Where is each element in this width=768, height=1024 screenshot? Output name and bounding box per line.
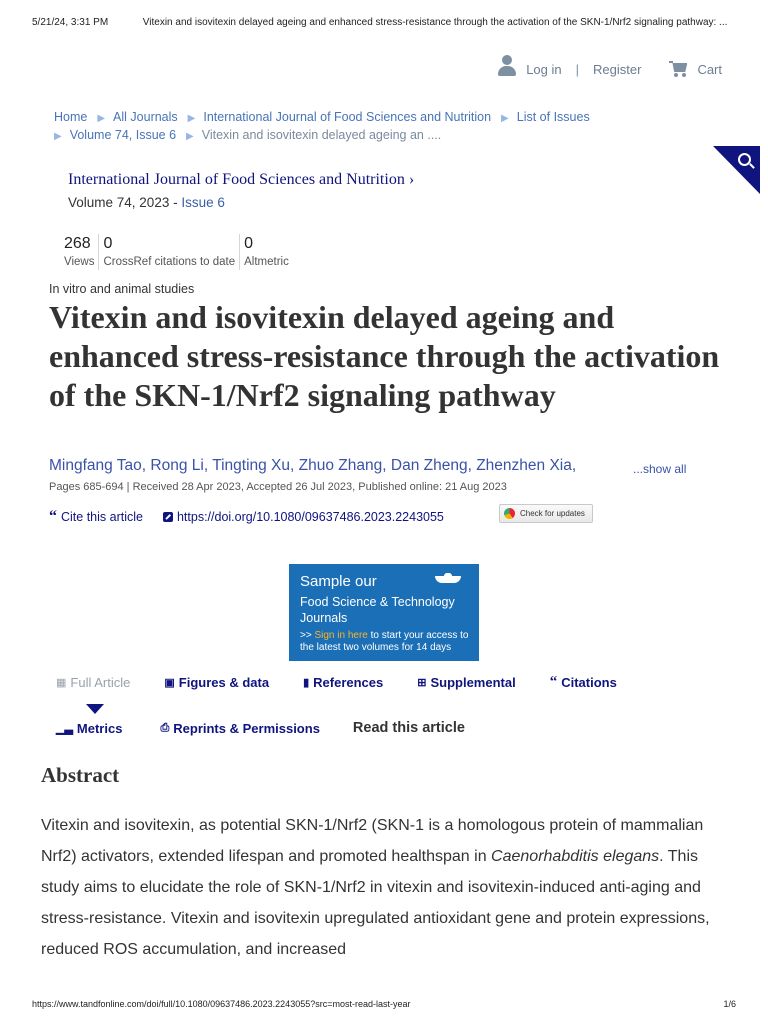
tab-citations[interactable] (550, 674, 617, 691)
plus-square-icon: ⊞ (417, 677, 427, 689)
account-bar (498, 58, 722, 80)
publication-info: Pages 685-694 | Received 28 Apr 2023, Accepted 26 Jul 2023, Published online: 21 Aug 2023 (49, 481, 507, 493)
tab-label: Supplemental (430, 675, 516, 690)
metric-label: Altmetric (244, 256, 289, 268)
tab-label: Full Article (70, 675, 131, 690)
metric-crossref (99, 234, 240, 270)
author-link[interactable]: Zhuo Zhang (298, 457, 383, 474)
species-name: Caenorhabditis elegans (491, 848, 660, 865)
ad-sign-in-link[interactable]: Sign in here (314, 630, 368, 641)
search-toggle[interactable] (713, 146, 760, 194)
breadcrumb-issue[interactable]: Volume 74, Issue 6 (69, 128, 177, 142)
tab-supplemental[interactable] (417, 674, 515, 691)
check-updates-label: Check for updates (520, 509, 585, 518)
breadcrumb (54, 109, 694, 145)
chevron-right-icon: › (408, 171, 415, 188)
account-separator: | (575, 61, 580, 77)
print-icon: ⎙ (160, 721, 170, 734)
doi-link[interactable]: https://doi.org/10.1080/09637486.2023.2243055 (176, 510, 444, 524)
print-page-number: 1/6 (723, 999, 736, 1009)
metric-value: 0 (103, 235, 113, 252)
breadcrumb-current: Vitexin and isovitexin delayed ageing an .... (201, 128, 442, 142)
tab-references[interactable] (303, 674, 383, 691)
print-footer (32, 999, 736, 1009)
author-link[interactable]: Mingfang Tao (49, 457, 142, 474)
tab-label: Metrics (76, 720, 123, 736)
breadcrumb-arrow-icon: ▶ (186, 131, 194, 142)
breadcrumb-arrow-icon: ▶ (187, 113, 196, 124)
metric-label: Views (64, 256, 95, 268)
breadcrumb-home[interactable]: Home (54, 110, 88, 124)
abstract-text: Vitexin and isovitexin, as potential SKN-1/Nrf2 (SKN-1 is a homologous protein of mammalian Nrf2) activators, extended lifespan and promoted healthspan in (41, 817, 704, 865)
abstract-heading: Abstract (41, 763, 120, 787)
tab-label: References (313, 675, 384, 690)
breadcrumb-arrow-icon: ▶ (54, 131, 62, 142)
print-page-title: Vitexin and isovitexin delayed ageing and enhanced stress-resistance through the activation of the SKN-1/Nrf2 signaling pathway: ... (142, 17, 728, 28)
author-link[interactable]: Tingting Xu (212, 457, 291, 474)
tab-reprints-permissions[interactable] (160, 720, 319, 736)
show-all-authors[interactable]: ...show all (633, 462, 687, 476)
cite-article-link[interactable]: Cite this article (61, 510, 143, 524)
breadcrumb-all-journals[interactable]: All Journals (113, 110, 178, 124)
author-link[interactable]: Zhenzhen Xia (476, 457, 572, 474)
tab-figures-data[interactable] (164, 674, 269, 691)
user-icon (498, 55, 516, 77)
tab-label: Reprints & Permissions (173, 720, 320, 736)
abstract-text-cont: . This study aims to elucidate the role of SKN-1/Nrf2 in vitexin and isovitexin-induced anti-aging and stress-resistance. Vitexin and isovitexin upregulated antioxidant gene and protein expressions, reduced ROS accumulation, and increased (41, 848, 710, 958)
crossmark-icon (504, 508, 515, 519)
breadcrumb-list-of-issues[interactable]: List of Issues (516, 110, 590, 124)
ad-line-1: Sample our (300, 573, 377, 590)
metric-value: 0 (244, 235, 254, 252)
tab-full-article[interactable] (56, 674, 130, 691)
breadcrumb-arrow-icon: ▶ (501, 113, 509, 124)
author-list: Mingfang Tao, Rong Li, Tingting Xu, Zhuo Zhang, Dan Zheng, Zhenzhen Xia, (49, 457, 577, 474)
ad-prefix: >> (300, 630, 315, 641)
article-title: Vitexin and isovitexin delayed ageing and enhanced stress-resistance through the activation of the SKN-1/Nrf2 signaling pathway (49, 299, 720, 413)
metric-value: 268 (64, 235, 91, 252)
print-header (32, 17, 736, 28)
journal-title-link[interactable] (68, 171, 414, 189)
author-link[interactable]: Dan Zheng (390, 457, 468, 474)
external-link-icon (163, 512, 173, 522)
article-section: In vitro and animal studies (49, 282, 195, 296)
metric-label: CrossRef citations to date (103, 256, 236, 268)
active-tab-indicator-icon (86, 704, 104, 714)
article-tabs-row-2 (56, 720, 499, 736)
book-icon: ▮ (303, 677, 310, 689)
breadcrumb-journal[interactable]: International Journal of Food Sciences and Nutrition (203, 110, 492, 124)
tab-read-article[interactable]: Read this article (352, 720, 465, 736)
quote-icon: “ (549, 674, 558, 690)
author-link[interactable]: Rong Li (150, 457, 204, 474)
metric-altmetric[interactable] (240, 234, 293, 270)
document-icon: ▦ (56, 677, 67, 689)
cart-link[interactable]: Cart (697, 61, 722, 77)
issue-link[interactable]: Issue 6 (181, 195, 225, 210)
serving-dish-icon (435, 573, 461, 583)
article-metrics (60, 234, 293, 270)
login-link[interactable]: Log in (526, 61, 562, 77)
metric-views (60, 234, 99, 270)
journal-title: International Journal of Food Sciences and Nutrition (68, 171, 405, 188)
cite-row (49, 510, 444, 524)
tab-metrics[interactable] (56, 720, 122, 736)
volume-line (68, 195, 225, 210)
ad-line-2: Food Science & Technology Journals (300, 595, 455, 625)
ad-line-3-text: to start your access to the latest two volumes for 14 days (300, 630, 469, 653)
article-tabs (56, 674, 617, 691)
check-updates-button[interactable] (499, 504, 593, 523)
bar-chart-icon: ▁▃ (56, 722, 73, 735)
quote-icon: “ (49, 508, 57, 525)
image-icon: ▣ (164, 677, 175, 689)
tab-label: Figures & data (178, 675, 270, 690)
cart-icon[interactable] (669, 61, 689, 77)
ad-line-3 (300, 630, 478, 654)
print-url: https://www.tandfonline.com/doi/full/10.1080/09637486.2023.2243055?src=most-read-last-year (32, 999, 411, 1009)
abstract-body (41, 810, 731, 965)
tab-label: Citations (561, 675, 617, 690)
breadcrumb-arrow-icon: ▶ (97, 113, 106, 124)
volume-text: Volume 74, 2023 - (68, 195, 182, 210)
ad-banner[interactable] (289, 564, 479, 661)
register-link[interactable]: Register (593, 61, 642, 77)
print-date: 5/21/24, 3:31 PM (32, 17, 109, 28)
